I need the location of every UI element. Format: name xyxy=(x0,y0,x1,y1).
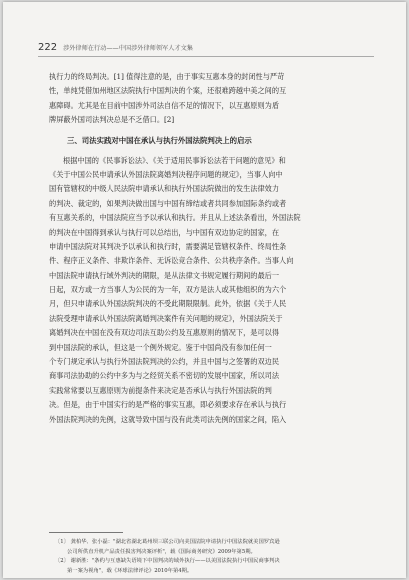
body-line: 件、程序正义条件、非欺诈条件、无诉讼竞合条件、公共秩序条件。当事人向 xyxy=(49,256,294,266)
footnote-divider xyxy=(49,532,123,533)
body-line: 外国法院判决的先例，这就导致中国与没有此类司法先例的国家之间，陷入 xyxy=(49,414,287,424)
footnote-1-continued: 公司所供直升机产品责任损害判决案评析"，载《国际商务研究》2009年第5期。 xyxy=(67,548,256,555)
body-line: 决。但是，由于中国实行的是严格的事实互惠，即必须要求存在承认与执行 xyxy=(49,400,287,410)
body-text xyxy=(49,70,362,427)
section-heading: 三、司法实践对中国在承认与执行外国法院判决上的启示 xyxy=(67,135,252,145)
body-line: 惠障碍。尤其是在目前中国涉外司法自信不足的情况下，以互惠原则为盾 xyxy=(49,100,280,110)
body-line: 牌屏蔽外国司法判决总是不乏借口。[2] xyxy=(49,115,175,125)
page-number: 222 xyxy=(38,42,58,53)
body-line: 的判决、裁定的，如果判决做出国与中国有缔结或者共同参加国际条约或者 xyxy=(49,198,287,208)
body-line: 性，单纯凭借加州地区法院执行中国判决的个案，还很难跨越中美之间的互 xyxy=(49,86,287,96)
body-line: 法院受理申请承认外国法院离婚判决案件有关问题的规定》，外国法院关于 xyxy=(49,313,283,323)
body-line: 日起，双方或一方当事人为公民的为一年，双方是法人或其他组织的为六个 xyxy=(49,285,287,295)
body-line: 申请中国法院对其判决予以承认和执行时，需要满足管辖权条件、终局性条 xyxy=(49,241,287,251)
body-line: 月，但只申请承认外国法院判决的不受此期限限制。此外，依据《关于人民 xyxy=(49,299,287,309)
header-divider xyxy=(38,56,374,57)
footnote-1: 〔1〕 龚柏华、张小磊："湖北省湖北葛州坝三联公司向美国法院申请执行中国法院就美国罗宾逊 xyxy=(55,539,280,545)
document-page xyxy=(3,2,406,578)
body-line: 个专门规定承认与执行外国法院判决的公约，并且中国与之签署的双边民 xyxy=(49,357,280,367)
body-line: 国有管辖权的中级人民法院申请承认和执行外国法院做出的发生法律效力 xyxy=(49,184,280,194)
footnote-2: 〔2〕 谢新胜："条约与互惠缺失语境下中国判决的域外执行——以美国法院执行中国民商事判决 xyxy=(55,558,280,565)
running-title: 涉外律师在行动——中国涉外律师领军人才文集 xyxy=(63,45,193,52)
body-line: 离婚判决在中国在没有双边司法互助公约及互惠原则的情况下，是可以得 xyxy=(49,328,280,338)
footnote-2-continued: 第一案为视角"，载《环球法律评论》2010年第4期。 xyxy=(67,567,193,574)
running-header xyxy=(38,42,193,53)
body-line: 到中国法院的承认，但这是一个例外规定。鉴于中国尚没有参加任何一 xyxy=(49,342,272,352)
body-line: 根据中国的《民事诉讼法》、《关于适用民事诉讼法若干问题的意见》和 xyxy=(63,155,286,165)
body-line: 的判决在中国得到承认与执行可以总结出，与中国有双边协定的国家，在 xyxy=(49,227,280,237)
footnotes xyxy=(55,538,360,576)
body-line: 商事司法协助的公约中多为与之经贸关系不密切的发展中国家，所以司法 xyxy=(49,371,280,381)
body-line: 实践常常要以互惠原则为前提条件来决定是否承认与执行外国法院的判 xyxy=(49,385,272,395)
body-line: 中国法院申请执行域外判决的期限，是从法律文书规定履行期间的最后一 xyxy=(49,270,280,280)
body-line: 《关于中国公民申请承认外国法院离婚判决程序问题的规定》，当事人向中 xyxy=(49,169,283,179)
body-line: 执行力的终局判决。[1] 值得注意的是，由于事实互惠本身的封闭性与严苛 xyxy=(49,72,285,81)
body-line: 有互惠关系的，中国法院应当予以承认和执行。并且从上述法条看出，外国法院 xyxy=(49,213,301,223)
